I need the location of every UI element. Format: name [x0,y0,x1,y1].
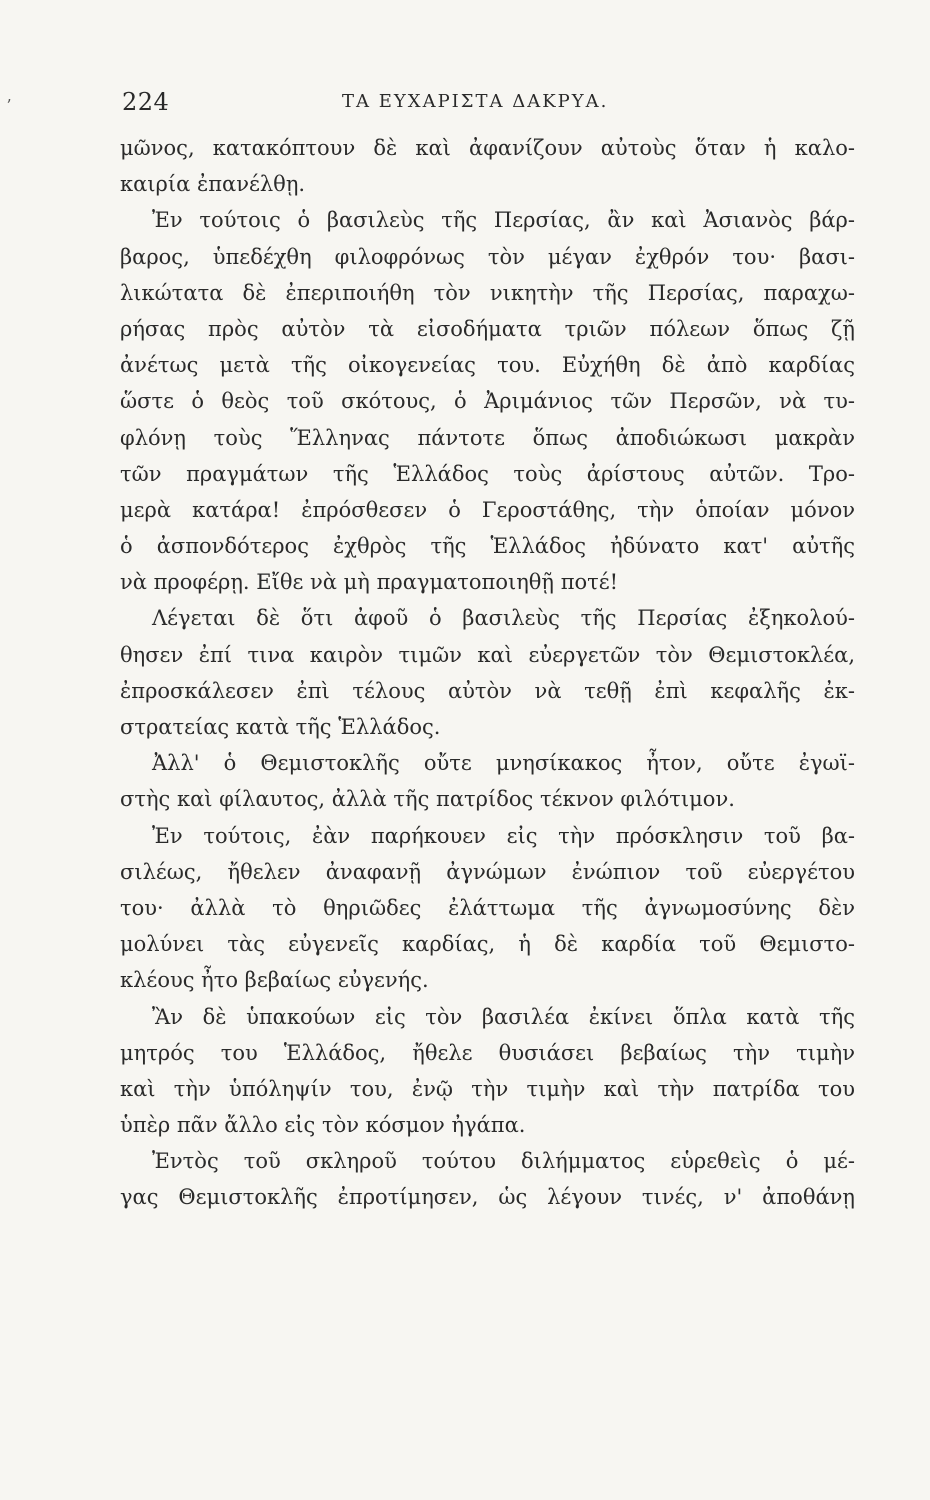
text-line: του· ἀλλὰ τὸ θηριῶδες ἐλάττωμα τῆς ἀγνωμοσύνης δὲν [120,895,855,920]
text-line: Λέγεται δὲ ὅτι ἀφοῦ ὁ βασιλεὺς τῆς Περσίας ἐξηκολού- [152,606,855,631]
text-line: Ἐν τούτοις, ἐὰν παρήκουεν εἰς τὴν πρόσκλησιν τοῦ βα- [152,823,855,848]
running-title: ΤΑ ΕΥΧΑΡΙΣΤΑ ΔΑΚΡΥΑ. [342,91,609,112]
text-line: Ἐντὸς τοῦ σκληροῦ τούτου διλήμματος εὑρεθεὶς ὁ μέ- [152,1149,855,1174]
text-line: Ἐν τούτοις ὁ βασιλεὺς τῆς Περσίας, ἂν καὶ Ἀσιανὸς βάρ- [152,208,855,233]
text-line: καὶ τὴν ὑπόληψίν του, ἐνῷ τὴν τιμὴν καὶ τὴν πατρίδα του [120,1076,855,1101]
text-line: βαρος, ὑπεδέχθη φιλοφρόνως τὸν μέγαν ἐχθρόν του· βασι- [120,244,855,269]
text-line: στρατείας κατὰ τῆς Ἑλλάδος. [120,715,441,739]
text-line: μολύνει τὰς εὐγενεῖς καρδίας, ἡ δὲ καρδία τοῦ Θεμιστο- [120,932,855,957]
text-line: φλόνῃ τοὺς Ἕλληνας πάντοτε ὅπως ἀποδιώκωσι μακρὰν [120,425,855,450]
text-line: ὑπὲρ πᾶν ἄλλο εἰς τὸν κόσμον ἠγάπα. [120,1113,526,1138]
text-line: μητρός του Ἑλλάδος, ἤθελε θυσιάσει βεβαίως τὴν τιμὴν [120,1040,855,1065]
body-text [120,130,855,1216]
text-line: κλέους ἦτο βεβαίως εὐγενής. [120,968,429,993]
page-header [122,88,852,118]
text-line: καιρία ἐπανέλθῃ. [120,172,306,197]
page-number: 224 [122,88,170,116]
text-line: θησεν ἐπί τινα καιρὸν τιμῶν καὶ εὐεργετῶν τὸν Θεμιστοκλέα, [120,642,855,667]
text-line: ὁ ἀσπονδότερος ἐχθρὸς τῆς Ἑλλάδος ἠδύνατο κατ' αὐτῆς [120,534,855,559]
text-line: ἀνέτως μετὰ τῆς οἰκογενείας του. Εὐχήθη δὲ ἀπὸ καρδίας [120,353,855,378]
text-line: λικώτατα δὲ ἐπεριποιήθη τὸν νικητὴν τῆς Περσίας, παραχω- [120,280,855,305]
text-line: γας Θεμιστοκλῆς ἐπροτίμησεν, ὡς λέγουν τινές, ν' ἀποθάνῃ [120,1185,855,1210]
text-line: μερὰ κατάρα! ἐπρόσθεσεν ὁ Γεροστάθης, τὴν ὁποίαν μόνον [120,497,855,522]
text-line: ἐπροσκάλεσεν ἐπὶ τέλους αὐτὸν νὰ τεθῇ ἐπὶ κεφαλῆς ἐκ- [120,678,855,703]
text-line: τῶν πραγμάτων τῆς Ἑλλάδος τοὺς ἀρίστους αὐτῶν. Τρο- [120,461,855,486]
margin-mark: ʼ [6,96,12,115]
text-line: ρήσας πρὸς αὐτὸν τὰ εἰσοδήματα τριῶν πόλεων ὅπως ζῇ [120,316,855,341]
text-line: σιλέως, ἤθελεν ἀναφανῇ ἀγνώμων ἐνώπιον τοῦ εὐεργέτου [120,859,855,884]
text-line: νὰ προφέρῃ. Εἴθε νὰ μὴ πραγματοποιηθῇ ποτέ! [120,570,619,595]
text-line: μῶνος, κατακόπτουν δὲ καὶ ἀφανίζουν αὐτοὺς ὅταν ἡ καλο- [120,136,855,160]
text-line: στὴς καὶ φίλαυτος, ἀλλὰ τῆς πατρίδος τέκνον φιλότιμον. [120,787,735,812]
text-line: Ἀλλ' ὁ Θεμιστοκλῆς οὔτε μνησίκακος ἦτον, οὔτε ἐγωϊ- [152,751,855,776]
text-line: Ἂν δὲ ὑπακούων εἰς τὸν βασιλέα ἐκίνει ὅπλα κατὰ τῆς [152,1004,855,1029]
text-line: ὥστε ὁ θεὸς τοῦ σκότους, ὁ Ἀριμάνιος τῶν Περσῶν, νὰ τυ- [120,389,855,414]
